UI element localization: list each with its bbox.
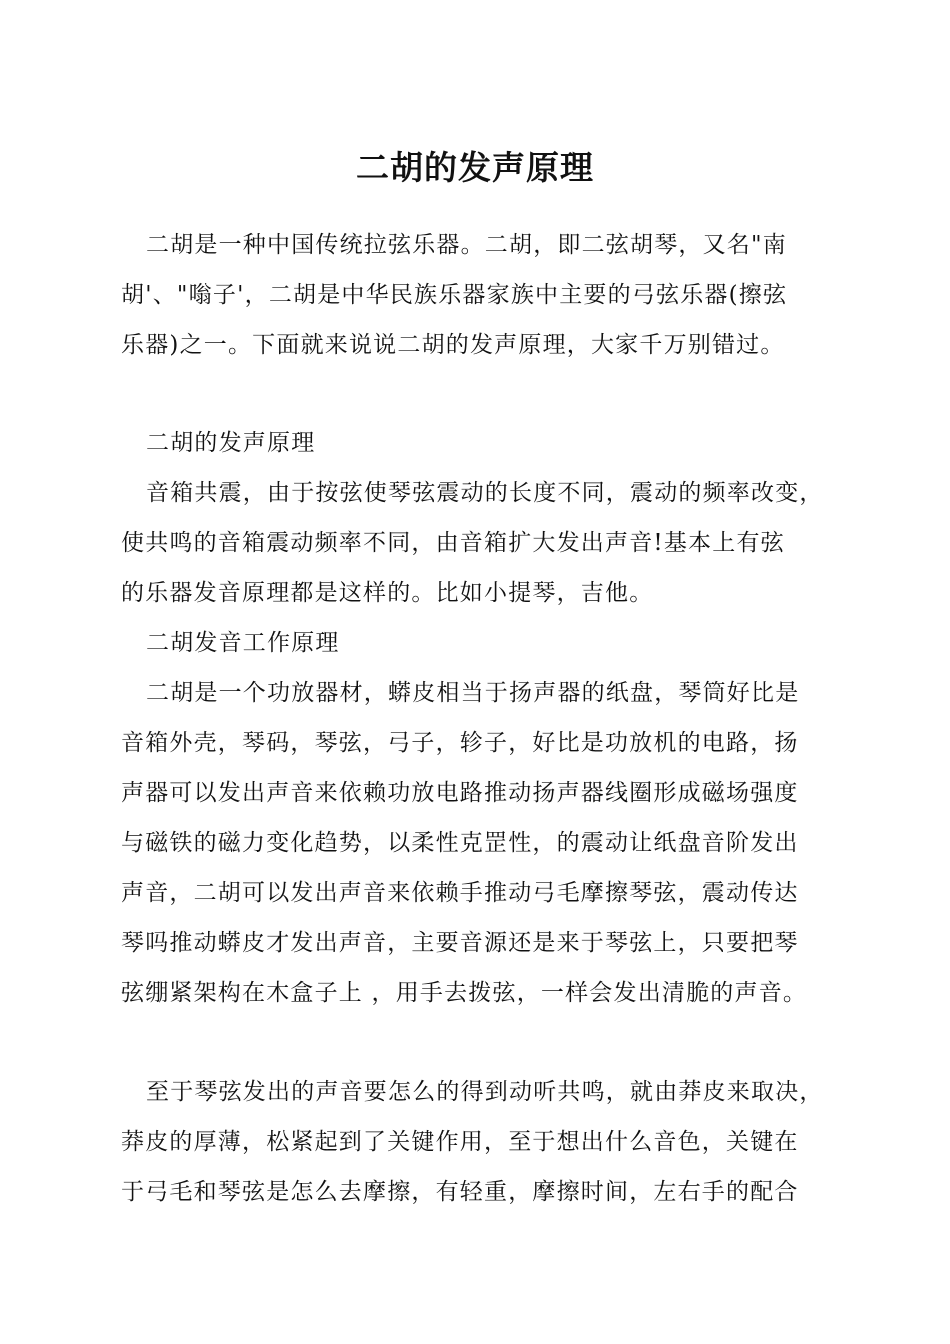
- text-line: 的乐器发音原理都是这样的。比如小提琴，吉他。: [121, 580, 654, 606]
- text-line: 乐器)之一。下面就来说说二胡的发声原理，大家千万别错过。: [121, 332, 785, 358]
- text-line: 二胡是一种中国传统拉弦乐器。二胡，即二弦胡琴，又名"南: [146, 232, 787, 258]
- text-line: 琴吗推动蟒皮才发出声音，主要音源还是来于琴弦上，只要把琴: [121, 930, 799, 956]
- document-title: 二胡的发声原理: [356, 148, 594, 187]
- text-line: 于弓毛和琴弦是怎么去摩擦，有轻重，摩擦时间，左右手的配合: [121, 1179, 799, 1205]
- text-line: 弦绷紧架构在木盒子上 ，用手去拨弦，一样会发出清脆的声音。: [121, 980, 808, 1006]
- text-line: 二胡是一个功放器材，蟒皮相当于扬声器的纸盘，琴筒好比是: [146, 680, 800, 706]
- text-line: 莽皮的厚薄，松紧起到了关键作用，至于想出什么音色，关键在: [121, 1129, 799, 1155]
- text-line: 声音，二胡可以发出声音来依赖手推动弓毛摩擦琴弦，震动传达: [121, 880, 799, 906]
- text-line: 音箱外壳，琴码，琴弦，弓子，轸子，好比是功放机的电路，扬: [121, 730, 799, 756]
- text-line: 声器可以发出声音来依赖功放电路推动扬声器线圈形成磁场强度: [121, 780, 799, 806]
- text-line: 胡'、"嗡子'，二胡是中华民族乐器家族中主要的弓弦乐器(擦弦: [121, 282, 788, 308]
- text-line: 与磁铁的磁力变化趋势，以柔性克罡性，的震动让纸盘音阶发出: [121, 830, 799, 856]
- section-heading: 二胡发音工作原理: [146, 630, 340, 656]
- text-line: 至于琴弦发出的声音要怎么的得到动听共鸣，就由莽皮来取决，: [146, 1079, 824, 1105]
- text-line: 使共鸣的音箱震动频率不同，由音箱扩大发出声音!基本上有弦: [121, 530, 785, 556]
- section-heading: 二胡的发声原理: [146, 430, 316, 456]
- text-line: 音箱共震，由于按弦使琴弦震动的长度不同，震动的频率改变，: [146, 480, 824, 506]
